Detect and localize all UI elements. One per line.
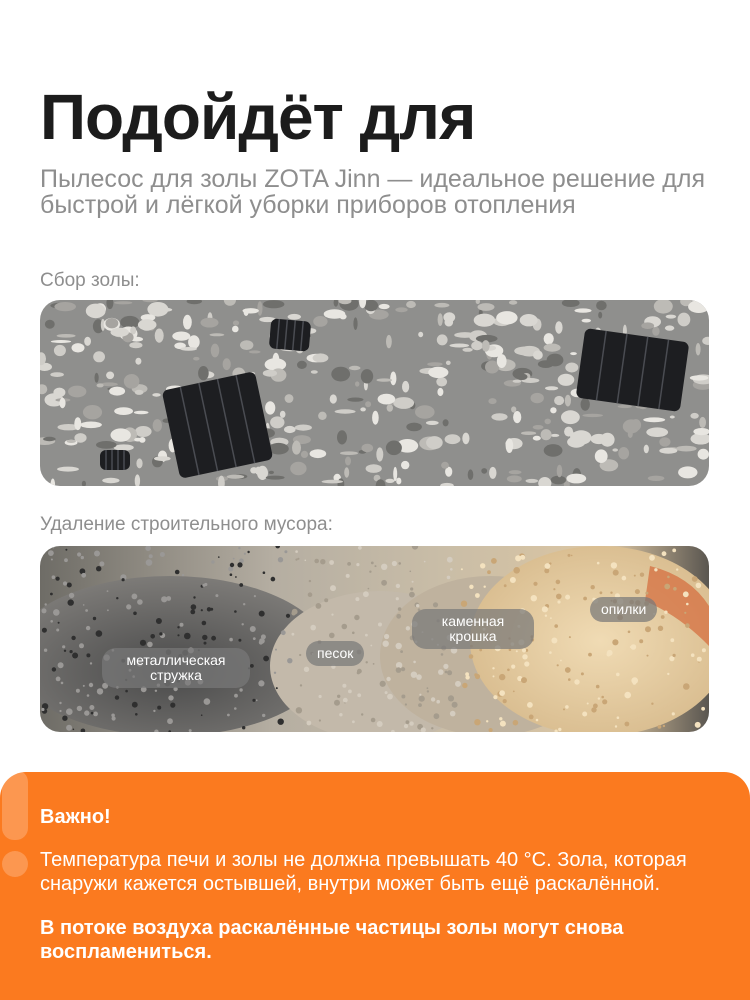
tag-sand: песок (306, 641, 364, 666)
debris-photo (40, 546, 709, 732)
tag-metal-shavings: металлическая стружка (102, 648, 250, 688)
section-caption-debris: Удаление строительного мусора: (40, 514, 333, 535)
warning-heading: Важно! (40, 806, 111, 828)
ash-photo (40, 300, 709, 486)
tag-sawdust: опилки (590, 597, 657, 622)
page-title: Подойдёт для (40, 81, 476, 153)
warning-emphasis: В потоке воздуха раскалённые частицы золы могут снова воспламениться. (40, 917, 624, 963)
warning-body-text: Температура печи и золы не должна превышать 40 °С. Зола, которая снаружи кажется остывшей, внутри может быть ещё раскалённой. (40, 849, 687, 895)
tag-stone-chips: каменная крошка (412, 609, 534, 649)
warning-body (40, 824, 730, 896)
warning-panel (0, 772, 750, 1000)
section-caption-ash: Сбор золы: (40, 270, 140, 291)
page-subtitle: Пылесос для золы ZOTA Jinn — идеальное решение для быстрой и лёгкой уборки приборов отопления (40, 165, 706, 219)
